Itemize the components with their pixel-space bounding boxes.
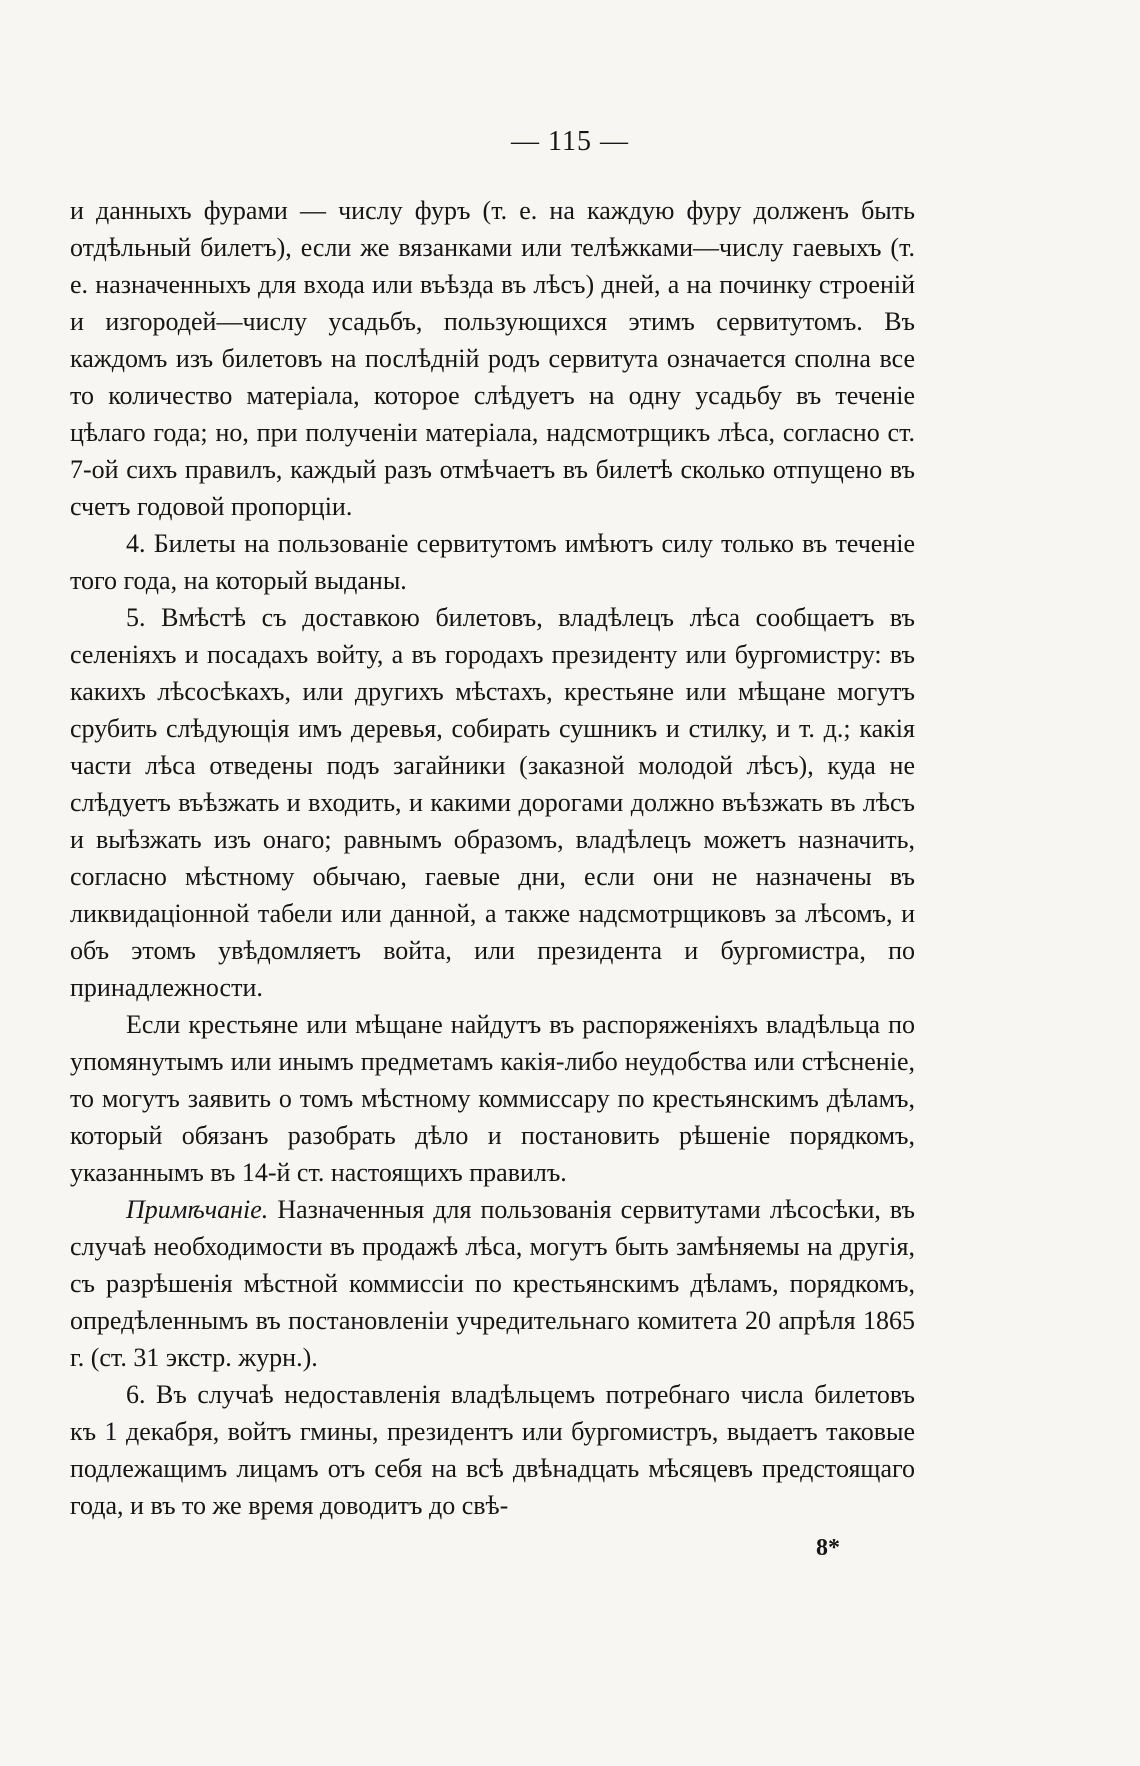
- paragraph-note: [70, 1191, 915, 1376]
- paragraph-continuation: и данныхъ фурами — числу фуръ (т. е. на каждую фуру долженъ быть отдѣльный билетъ), если же вязанками или телѣжками—числу гаевыхъ (т. е. назначенныхъ для входа или въѣзда въ лѣсъ) дней, а на починку строеній и изгородей—числу усадьбъ, пользующихся этимъ сервитутомъ. Въ каждомъ изъ билетовъ на послѣдній родъ сервитута означается сполна все то количество матеріала, которое слѣдуетъ на одну усадьбу въ теченіе цѣлаго года; но, при полученіи матеріала, надсмотрщикъ лѣса, согласно ст. 7-ой сихъ правилъ, каждый разъ отмѣчаетъ въ билетѣ сколько отпущено въ счетъ годовой пропорціи.: [70, 196, 915, 521]
- note-text: Назначенныя для пользованія сервитутами лѣсосѣки, въ случаѣ необходимости въ продажѣ лѣса, могутъ быть замѣняемы на другія, съ разрѣшенія мѣстной коммиссіи по крестьянскимъ дѣламъ, порядкомъ, опредѣленнымъ въ постановленіи учредительнаго комитета 20 апрѣля 1865 г. (ст. 31 экстр. журн.).: [70, 1195, 915, 1372]
- paragraph-section-5-continuation: Если крестьяне или мѣщане найдутъ въ распоряженіяхъ владѣльца по упомянутымъ или инымъ предметамъ какія-либо неудобства или стѣсненіе, то могутъ заявить о томъ мѣстному коммиссару по крестьянскимъ дѣламъ, который обязанъ разобрать дѣло и постановить рѣшеніе порядкомъ, указаннымъ въ 14-й ст. настоящихъ правилъ.: [70, 1010, 915, 1187]
- paragraph-section-4: 4. Билеты на пользованіе сервитутомъ имѣютъ силу только въ теченіе того года, на который выданы.: [70, 529, 915, 595]
- page-body: [70, 192, 915, 1524]
- signature-mark: 8*: [816, 1535, 840, 1561]
- paragraph-section-5: 5. Вмѣстѣ съ доставкою билетовъ, владѣлецъ лѣса сообщаетъ въ селеніяхъ и посадахъ войту, а въ городахъ президенту или бургомистру: въ какихъ лѣсосѣкахъ, или другихъ мѣстахъ, крестьяне или мѣщане могутъ срубить слѣдующія имъ деревья, собирать сушникъ и стилку, и т. д.; какія части лѣса отведены подъ загайники (заказной молодой лѣсъ), куда не слѣдуетъ въѣзжать и входить, и какими дорогами должно въѣзжать въ лѣсъ и выѣзжать изъ онаго; равнымъ образомъ, владѣлецъ можетъ назначить, согласно мѣстному обычаю, гаевые дни, если они не назначены въ ликвидаціонной табели или данной, а также надсмотрщиковъ за лѣсомъ, и объ этомъ увѣдомляетъ войта, или президента и бургомистра, по принадлежности.: [70, 603, 915, 1002]
- note-label: Примѣчаніе.: [126, 1195, 269, 1224]
- paragraph-section-6: 6. Въ случаѣ недоставленія владѣльцемъ потребнаго числа билетовъ къ 1 декабря, войтъ гмины, президентъ или бургомистръ, выдаетъ таковые подлежащимъ лицамъ отъ себя на всѣ двѣнадцать мѣсяцевъ предстоящаго года, и въ то же время доводитъ до свѣ-: [70, 1380, 915, 1520]
- page-number: — 115 —: [511, 126, 629, 157]
